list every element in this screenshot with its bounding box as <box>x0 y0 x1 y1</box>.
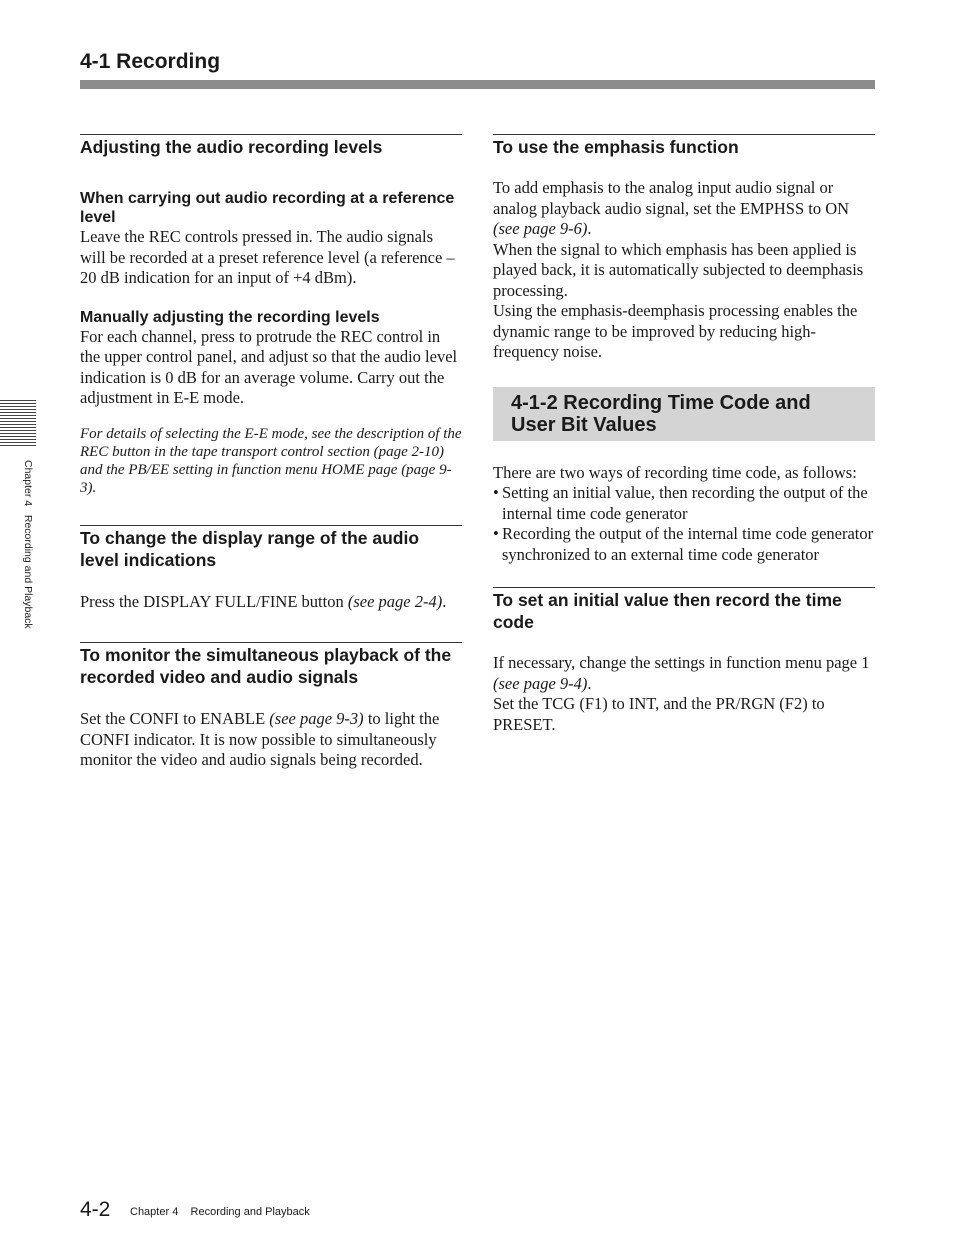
subheading-manual-adjust: Manually adjusting the recording levels <box>80 308 380 326</box>
note-ee-mode: For details of selecting the E-E mode, see the description of the REC button in the tape transport control section (page 2-10) and the PB/EE setting in function menu HOME page (page 9-3). <box>80 425 462 496</box>
paragraph-display-range: Press the DISPLAY FULL/FINE button (see page 2-4). <box>80 591 447 611</box>
left-column <box>80 134 462 771</box>
chapter-thumb-tab <box>0 400 36 446</box>
heading-adjusting-audio-levels: Adjusting the audio recording levels <box>80 134 462 158</box>
page-reference: (see page 9-6) <box>493 219 588 238</box>
paragraph-manual-adjust: For each channel, press to protrude the REC control in the upper control panel, and adjust so that the audio level indication is 0 dB for an average volume. Carry out the adjustment in E-E mode. <box>80 326 458 407</box>
heading-emphasis: To use the emphasis function <box>493 134 875 158</box>
title-bar <box>80 80 875 89</box>
paragraph-emphasis-3: Using the emphasis-deemphasis processing enables the dynamic range to be improved by reducing high-frequency noise. <box>493 301 858 361</box>
paragraph-time-code-intro: There are two ways of recording time code, as follows: <box>493 462 857 482</box>
page-reference: (see page 9-3) <box>269 709 364 728</box>
list-item: • Recording the output of the internal time code generator synchronized to an external time code generator <box>493 524 875 565</box>
page-reference: (see page 9-4) <box>493 673 588 693</box>
side-chapter-label: Chapter 4 Recording and Playback <box>22 460 34 629</box>
heading-monitor-playback: To monitor the simultaneous playback of the recorded video and audio signals <box>80 642 462 688</box>
right-column <box>493 134 875 735</box>
page-number: 4-2 <box>80 1198 111 1221</box>
paragraph-reference-level: Leave the REC controls pressed in. The audio signals will be recorded at a preset reference level (a reference –20 dB indication for an input of +4 dBm). <box>80 227 455 287</box>
paragraph-emphasis-2: When the signal to which emphasis has been applied is played back, it is automatically subjected to deemphasis processing. <box>493 239 864 300</box>
subheading-reference-level: When carrying out audio recording at a reference level <box>80 190 455 226</box>
page-reference: (see page 2-4) <box>347 591 443 611</box>
paragraph-emphasis-1: To add emphasis to the analog input audio signal or analog playback audio signal, set the EMPHSS to ON (see page 9-6). <box>493 178 850 238</box>
footer-chapter: Chapter 4 Recording and Playback <box>130 1206 310 1218</box>
heading-display-range: To change the display range of the audio level indications <box>80 525 462 571</box>
section-title-time-code: 4-1-2 Recording Time Code and User Bit Values <box>493 387 875 441</box>
paragraph-initial-value-1: If necessary, change the settings in function menu page 1 (see page 9-4). <box>493 653 870 693</box>
paragraph-initial-value-2: Set the TCG (F1) to INT, and the PR/RGN (F2) to PRESET. <box>493 694 825 734</box>
paragraph-monitor-playback: Set the CONFI to ENABLE (see page 9-3) to light the CONFI indicator. It is now possible to simultaneously monitor the video and audio signals being recorded. <box>80 709 440 769</box>
page-title: 4-1 Recording <box>80 50 221 73</box>
heading-initial-value: To set an initial value then record the time code <box>493 587 875 633</box>
list-item: • Setting an initial value, then recording the output of the internal time code generator <box>493 483 875 524</box>
